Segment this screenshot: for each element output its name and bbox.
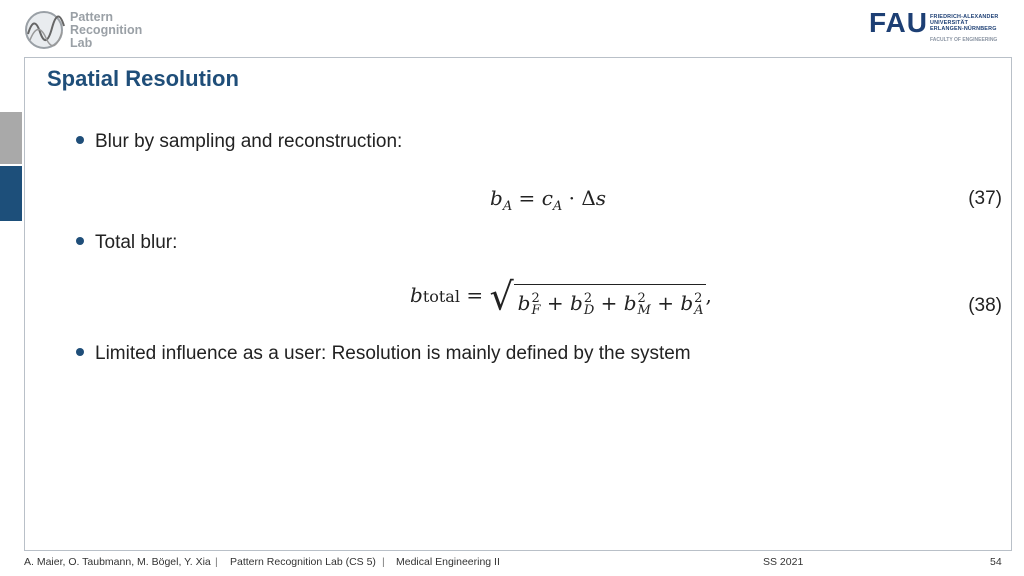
side-tab-gray (0, 112, 22, 164)
footer-term: SS 2021 (763, 556, 804, 568)
bullet-3: Limited influence as a user: Resolution is mainly defined by the system (76, 343, 691, 365)
fau-logo (869, 9, 1009, 47)
fau-faculty: FACULTY OF ENGINEERING (930, 37, 998, 43)
footer-course: Medical Engineering II (396, 556, 500, 568)
equation-number-37: (37) (968, 188, 1002, 209)
footer-separator: | (215, 556, 218, 568)
pattern-recognition-lab-logo-icon (24, 10, 68, 50)
bullet-1: Blur by sampling and reconstruction: (76, 131, 402, 153)
footer-authors: A. Maier, O. Taubmann, M. Bögel, Y. Xia (24, 556, 211, 568)
frame-top-line (24, 57, 1012, 58)
footer-lab: Pattern Recognition Lab (CS 5) (230, 556, 376, 568)
bullet-dot (76, 348, 84, 356)
footer-separator: | (382, 556, 385, 568)
bullet-2: Total blur: (76, 232, 177, 254)
equation-38: btotal = √ b 2 F + b 2 D + b 2 M + b 2 A , (410, 274, 712, 319)
footer-page-number: 54 (990, 556, 1002, 568)
frame-left-line (24, 57, 25, 551)
frame-bottom-line (24, 550, 1012, 551)
equation-number-38: (38) (968, 295, 1002, 316)
equation-37: $b_A = c_A \cdot \Delta s$ (490, 186, 607, 214)
side-tab-blue (0, 166, 22, 221)
lab-name: Pattern Recognition Lab (70, 10, 143, 50)
slide-title: Spatial Resolution (47, 66, 239, 91)
fau-university-name: FRIEDRICH-ALEXANDER UNIVERSITÄT ERLANGEN-NÜRNBERG (930, 14, 999, 32)
bullet-dot (76, 136, 84, 144)
frame-right-line (1011, 57, 1012, 551)
bullet-dot (76, 237, 84, 245)
fau-wordmark: FAU (869, 7, 928, 38)
